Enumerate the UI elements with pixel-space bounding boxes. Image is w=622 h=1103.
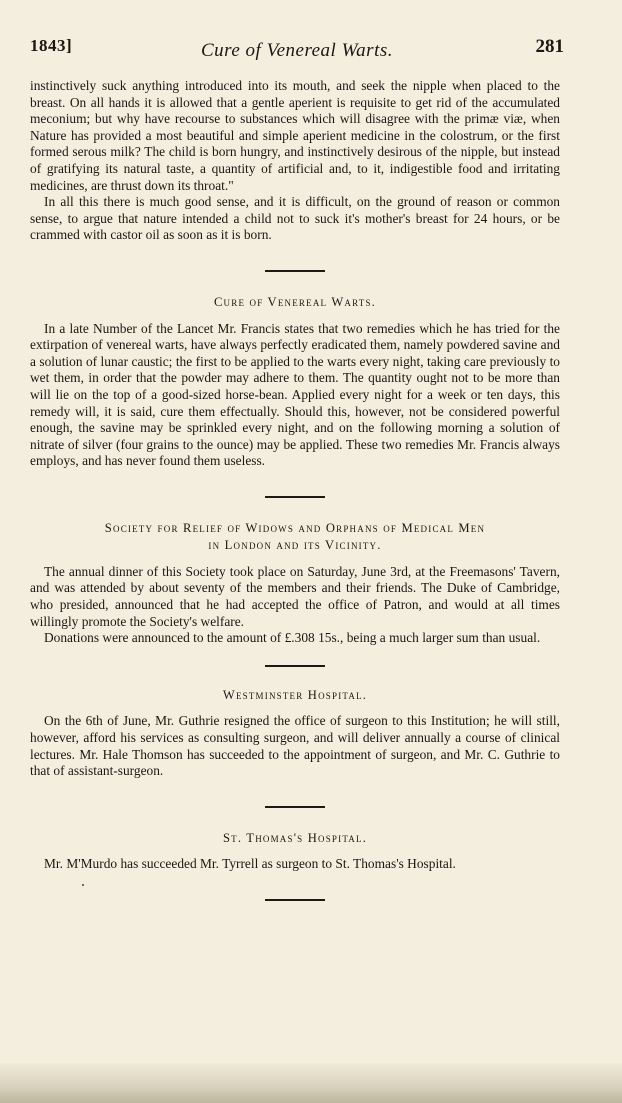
warts-heading: Cure of Venereal Warts. [213,294,377,309]
warts-paragraph: In a late Number of the Lancet Mr. Francis states that two remedies which he has tried for the extirpation of venereal warts, have always perfectly eradicated them, namely powdered savine and a solution of lunar caustic; the first to be applied to the warts every night, taking care previously to wet them, in order that the powder may adhere to them. The quantity ought not to be more than will lie on the top of a good-sized horse-bean. Applied every night for a week or ten days, this remedy will, it is said, cure them effectually. Should this, however, not be considered powerful enough, the savine may be sprinkled every night, and on the following morning a solution of nitrate of silver (four grains to the ounce) may be applied. These two remedies Mr. Francis always employs, and has never found them useless. [30,320,560,469]
section-divider [265,270,325,272]
society-paragraph-2: Donations were announced to the amount of £.308 15s., being a much larger sum than usual. [44,630,541,646]
society-paragraph-1: The annual dinner of this Society took place on Saturday, June 3rd, at the Freemasons' Tavern, and was attended by about seventy of the members and their friends. The Duke of Cambridge, who presided, announced that he had accepted the office of Patron, and would at all times willingly promote the Society's welfare. [30,563,560,629]
st-thomas-heading: St. Thomas's Hospital. [222,830,368,845]
print-speck [82,884,84,886]
page-number: 281 [535,36,564,57]
intro-paragraph-1: instinctively suck anything introduced into its mouth, and seek the nipple when placed to the breast. On all hands it is allowed that a gentle aperient is requisite to get rid of the accumulated meconium; but why have recourse to substances which will disagree with the primæ viæ, when Nature has provided a most beautiful and simple aperient medicine in the colostrum, or the first formed serous milk? The child is born hungry, and instinctively desirous of the nipple, but instead of gratifying its natural taste, a quantity of artificial and, to it, indigestible food and irritating medicines, are thrust down its throat." [30,78,560,193]
header-year: 1843] [30,36,73,55]
header-title: Cure of Venereal Warts. [201,40,393,61]
section-divider [265,665,325,667]
society-heading-line-2: in London and its Vicinity. [208,537,382,552]
westminster-paragraph: On the 6th of June, Mr. Guthrie resigned the office of surgeon to this Institution; he will still, however, afford his services as consulting surgeon, and will deliver annually a course of clinical lectures. Mr. Hale Thomson has succeeded to the appointment of surgeon, and Mr. C. Guthrie to that of assistant-surgeon. [30,713,560,779]
running-header [30,36,564,66]
st-thomas-paragraph: Mr. M'Murdo has succeeded Mr. Tyrrell as surgeon to St. Thomas's Hospital. [44,856,456,872]
page-body [30,78,560,923]
intro-paragraph-2: In all this there is much good sense, and it is difficult, on the ground of reason or common sense, to argue that nature intended a child not to suck it's mother's breast for 24 hours, or be crammed with castor oil as soon as it is born. [30,194,560,243]
section-divider [265,496,325,498]
section-divider [265,899,325,901]
westminster-heading: Westminster Hospital. [222,687,368,702]
society-heading [30,520,560,554]
section-divider [265,806,325,808]
page-bottom-edge [0,1063,622,1103]
society-heading-line-1: Society for Relief of Widows and Orphans of Medical Men [104,520,486,535]
